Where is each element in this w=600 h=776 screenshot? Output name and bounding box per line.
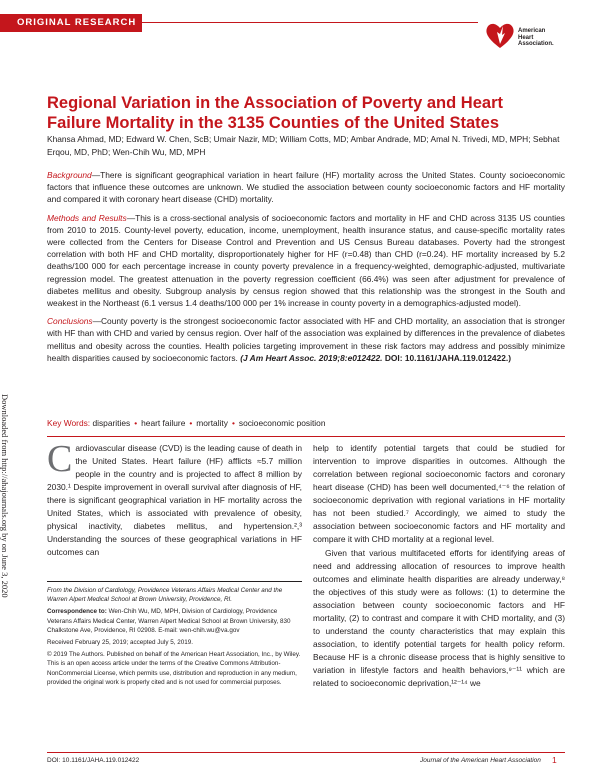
body-column-right	[313, 442, 565, 691]
footnotes	[47, 586, 302, 690]
keywords-label: Key Words:	[47, 418, 91, 428]
logo-wordmark	[518, 28, 554, 48]
background-text: There is significant geographical variation in heart failure (HF) mortality across the United States. County socioeconomic factors that influence these outcomes are unknown. We studied the association between county socioeconomic factors and HF mortality and compared it with coronary heart disease (CHD) mortality.	[47, 170, 565, 205]
author-list: Khansa Ahmad, MD; Edward W. Chen, ScB; Umair Nazir, MD; William Cotts, MD; Ambar Andrade, MD; Amal N. Trivedi, MD, MPH; Sebhat Erqou, MD, PhD; Wen-Chih Wu, MD, MPH	[47, 134, 560, 157]
affiliation-note: From the Division of Cardiology, Providence Veterans Affairs Medical Center and the Warren Alpert Medical School at Brown University, Providence, RI.	[47, 587, 283, 604]
article-type-banner: ORIGINAL RESEARCH	[0, 14, 142, 32]
correspondence-text: Wen-Chih Wu, MD, MPH, Division of Cardiology, Providence Veterans Affairs Medical Center, Warren Alpert Medical School at Brown University, 830 Chalkstone Ave, Providence, RI 02908. E-mail: wen-chih.wu@va.gov	[47, 608, 291, 634]
page-number: 1	[552, 755, 557, 765]
heart-torch-icon	[484, 20, 516, 50]
conclusions-label: Conclusions	[47, 316, 93, 327]
footnote-rule	[47, 581, 302, 582]
keyword-separator: •	[189, 418, 193, 428]
header-rule	[142, 22, 478, 23]
citation: (J Am Heart Assoc. 2019;8:e012422.	[240, 352, 383, 363]
footer-rule	[47, 752, 565, 753]
aha-logo	[484, 20, 584, 50]
methods-label: Methods and Results	[47, 212, 127, 223]
correspondence-label: Correspondence to:	[47, 608, 107, 616]
methods-text: This is a cross-sectional analysis of socioeconomic factors and mortality in HF and CHD across 3135 US counties from 2010 to 2015. County-level poverty, education, income, unemployment, health insurance status, and cause-specific mortality rates were collected from the Centers for Disease Control and Prevention and US Census Bureau databases. Poverty had the strongest correlation with both HF and CHD mortality, disproportionately higher for HF (r=0.48) than CHD (r=0.24). HF mortality increased by 5.2 deaths/100 000 for each percentage increase in county poverty prevalence in a frequency-weighted, demographic-adjusted, multivariate regression model. The greatest attenuation in the poverty regression coefficient (66.4%) was seen after adjustment for prevalence of diabetes mellitus and obesity. Subgroup analysis by census region showed that this relationship was the strongest in the South and weakest in the Northeast (6.1 versus 1.4 deaths/100 000 per 1% increase in county poverty in a demographics-adjusted model).	[47, 212, 565, 309]
body-paragraph: Given that various multifaceted efforts for identifying areas of need and addressing allocation of resources to improve health outcomes and eliminate health disparities are already underway,⁸ the objectives of this study were as follows: (1) to determine the association between county socioeconomic factors and HF mortality, (2) to contrast and compare it with CHD mortality, and (3) to understand the county characteristics that may explain this association, to identify potential targets for health policy reform. Because HF is a chronic disease process that is highly sensitive to variation in lifestyle factors and health behaviors,⁹⁻¹¹ which are related to socioeconomic deprivation,¹²⁻¹⁴ we	[313, 548, 565, 688]
drop-cap: C	[47, 438, 73, 480]
logo-line-3: Association.	[518, 41, 554, 47]
abstract-background: Background—There is significant geographical variation in heart failure (HF) mortality across the United States. County socioeconomic factors that influence these outcomes are unknown. We studied the association between county socioeconomic factors and HF mortality and compared it with coronary heart disease (CHD) mortality.	[47, 170, 565, 205]
section-rule	[47, 436, 565, 437]
keyword[interactable]: mortality	[196, 418, 228, 428]
footer-doi: DOI: 10.1161/JAHA.119.012422	[47, 757, 140, 764]
keyword[interactable]: disparities	[92, 418, 131, 428]
footer-journal: Journal of the American Heart Association	[420, 757, 541, 764]
download-note: Downloaded from http://ahajournals.org by on June 3, 2020	[0, 394, 10, 598]
body-paragraph: help to identify potential targets that could be studied for intervention to improve disparities in outcomes. Although the correlation between regional socioeconomic factors and coronary heart disease (CHD) has been well documented,⁴⁻⁶ the relation of socioeconomic deprivation with regional variations in HF mortality has not been studied.⁷ Accordingly, we aimed to study the association between socioeconomic factors and HF mortality and compare it with CHD mortality at a regional level.	[313, 443, 565, 544]
conclusions-text: County poverty is the strongest socioeconomic factor associated with HF and CHD mortality, an association that is stronger with HF than with CHD and varied by census region. Over half of the association was explained by differences in the prevalence of diabetes mellitus and obesity across the counties. Health policies targeting improvement in these risk factors may address and possibly minimize health disparities caused by socioeconomic factors.	[47, 316, 565, 363]
keyword[interactable]: socioeconomic position	[238, 418, 326, 428]
keyword-separator: •	[134, 418, 138, 428]
keyword-separator: •	[231, 418, 235, 428]
body-column-left	[47, 438, 302, 559]
abstract-conclusions: Conclusions—County poverty is the strongest socioeconomic factor associated with HF and CHD mortality, an association that is stronger with HF than with CHD and varied by census region. Over half of the association was explained by differences in the prevalence of diabetes mellitus and obesity across the counties. Health policies targeting improvement in these risk factors may address and possibly minimize health disparities caused by socioeconomic factors. (J Am Heart Assoc. 2019;8:e012422. DOI: 10.1161/JAHA.119.012422.)	[47, 316, 565, 363]
keyword[interactable]: heart failure	[141, 418, 186, 428]
keywords	[47, 418, 325, 428]
doi-link[interactable]: DOI: 10.1161/JAHA.119.012422.)	[384, 352, 512, 363]
copyright-note: © 2019 The Authors. Published on behalf of the American Heart Association, Inc., by Wiley. This is an open access article under the terms of the Creative Commons Attribution-NonCommercial License, which permits use, distribution and reproduction in any medium, provided the original work is properly cited and is not used for commercial purposes.	[47, 651, 301, 686]
background-label: Background	[47, 170, 92, 180]
received-note: Received February 25, 2019; accepted July 5, 2019.	[47, 639, 193, 647]
correspondence-note	[47, 607, 302, 635]
logo-line-1: American	[518, 28, 546, 34]
abstract	[47, 169, 565, 370]
logo-line-2: Heart	[518, 34, 534, 41]
abstract-methods: Methods and Results—This is a cross-sectional analysis of socioeconomic factors and mortality in HF and CHD across 3135 US counties from 2010 to 2015. County-level poverty, education, income, unemployment, health insurance status, and cause-specific mortality rates were collected from the Centers for Disease Control and Prevention and US Census Bureau databases. Poverty had the strongest correlation with both HF and CHD mortality, disproportionately higher for HF (r=0.48) than CHD (r=0.24). HF mortality increased by 5.2 deaths/100 000 for each percentage increase in county poverty prevalence in a frequency-weighted, demographic-adjusted, multivariate regression model. The greatest attenuation in the poverty regression coefficient (66.4%) was seen after adjustment for prevalence of diabetes mellitus and obesity. Subgroup analysis by census region showed that this relationship was the strongest in the South and weakest in the Northeast (6.1 versus 1.4 deaths/100 000 per 1% increase in county poverty in a demographics-adjusted model).	[47, 212, 565, 309]
intro-paragraph: ardiovascular disease (CVD) is the leading cause of death in the United States. Heart failure (HF) afflicts ≈5.7 million people in the country and is projected to affect 8 million by 2030.¹ Despite improvement in overall survival after diagnosis of HF, there is significant geographical variation in HF mortality across the United States, which is associated with prevalence of obesity, physical inactivity, diabetes mellitus, and hypertension.²,³ Understanding the sources of these geographical variations in HF outcomes can	[47, 443, 302, 557]
article-title: Regional Variation in the Association of Poverty and Heart Failure Mortality in the 3135 Counties of the United States	[47, 94, 503, 132]
